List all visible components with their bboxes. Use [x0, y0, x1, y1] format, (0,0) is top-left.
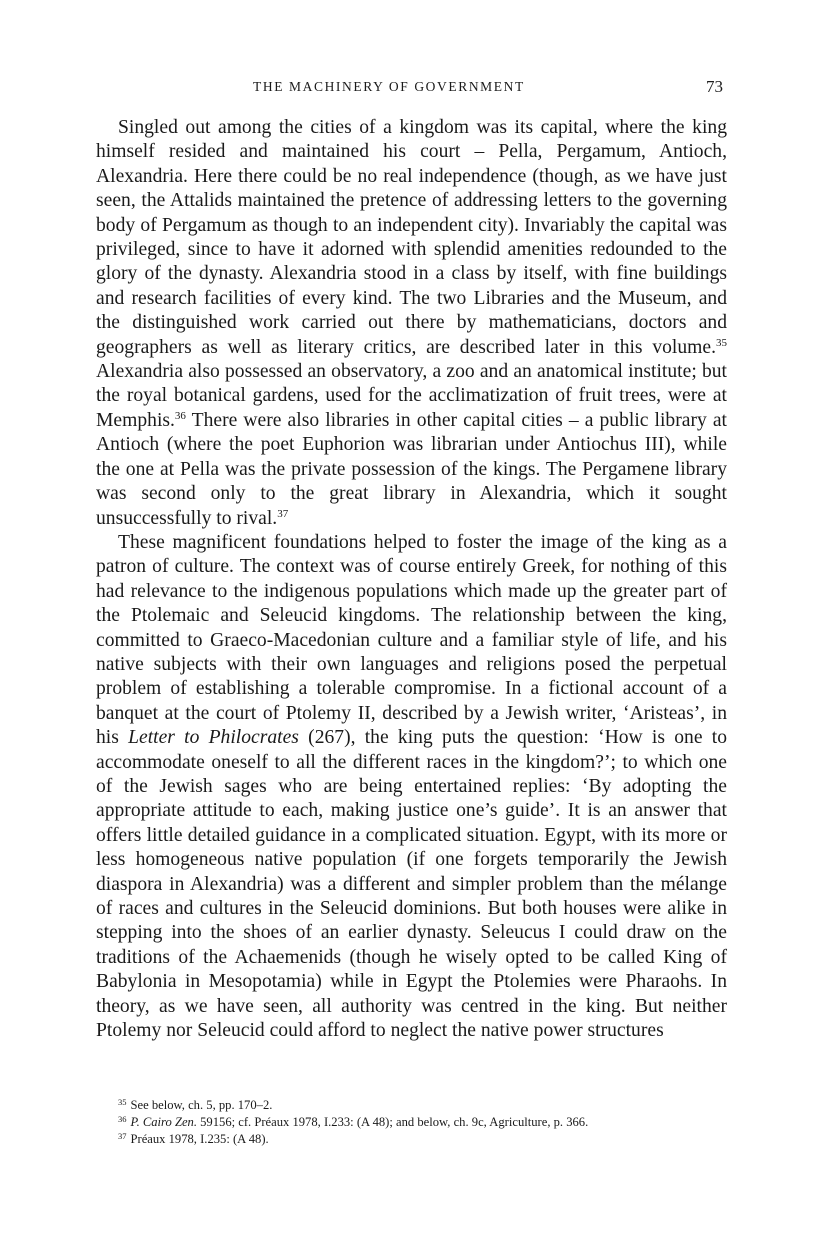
footnote-ref: 36 — [174, 409, 186, 422]
footnote-ref: 35 — [716, 336, 727, 349]
text-run: These magnificent foundations helped to foster the image of the king as a patron of culture. The context was of course entirely Greek, for nothing of this had relevance to the indigenous populations which made up the greater part of the Ptolemaic and Seleucid kingdoms. The relationship between the king, committed to Graeco-Macedonian culture and a familiar style of life, and his native subjects with their own languages and religions posed the perpetual problem of establishing a tolerable compromise. In a fictional account of a banquet at the court of Ptolemy II, described by a Jewish writer, ‘Aristeas’, in his — [96, 531, 727, 749]
page-number: 73 — [706, 77, 723, 96]
text-run: Préaux 1978, I.235: (A 48). — [130, 1131, 269, 1146]
body-text — [96, 116, 727, 1043]
text-run: Alexandria also possessed an observatory, a zoo and an anatomical institute; but the royal botanical gardens, used for the acclimatization of fruit trees, were at Memphis. — [96, 361, 727, 431]
text-run: There were also libraries in other capital cities – a public library at Antioch (where the poet Euphorion was librarian under Antiochus III), while the one at Pella was the private possession of the kings. The Pergamene library was second only to the great library in Alexandria, which it sought unsuccessfully to rival. — [96, 409, 727, 529]
footnotes — [96, 1097, 756, 1147]
footnote-number: 37 — [118, 1130, 127, 1141]
paragraph — [96, 116, 727, 531]
footnote — [96, 1114, 756, 1131]
text-run: 59156; cf. Préaux 1978, I.233: (A 48); and below, ch. 9c, Agriculture, p. 366. — [196, 1114, 589, 1129]
page-header — [0, 79, 822, 103]
text-run: See below, ch. 5, pp. 170–2. — [130, 1098, 273, 1112]
footnote-number: 36 — [118, 1113, 127, 1124]
footnote — [96, 1097, 756, 1114]
italic-title: Letter to Philocrates — [128, 727, 299, 749]
italic-title: P. Cairo Zen. — [130, 1114, 197, 1129]
footnote-ref: 37 — [277, 507, 289, 520]
paragraph — [96, 531, 727, 1044]
footnote — [96, 1131, 756, 1148]
running-head: THE MACHINERY OF GOVERNMENT — [253, 79, 525, 94]
footnote-number: 35 — [118, 1097, 127, 1107]
text-run: Singled out among the cities of a kingdom was its capital, where the king himself resided and maintained his court – Pella, Pergamum, Antioch, Alexandria. Here there could be no real independence (though, as we have just seen, the Attalids maintained the pretence of addressing letters to the governing body of Pergamum as though to an independent city). Invariably the capital was privileged, since to have it adorned with splendid amenities redounded to the glory of the dynasty. Alexandria stood in a class by itself, with fine buildings and research facilities of every kind. The two Libraries and the Museum, and the distinguished work carried out there by mathematicians, doctors and geographers as well as literary critics, are described later in this volume. — [96, 117, 727, 358]
text-run: (267), the king puts the question: ‘How is one to accommodate oneself to all the different races in the kingdom?’; to which one of the Jewish sages who are being entertained replies: ‘By adopting the appropriate attitude to each, making justice one’s guide’. It is an answer that offers little detailed guidance in a complicated situation. Egypt, with its more or less homogeneous native population (if one forgets temporarily the Jewish diaspora in Alexandria) was a different and simpler problem than the mélange of races and cultures in the Seleucid dominions. But both houses were alike in stepping into the shoes of an earlier dynasty. Seleucus I could draw on the traditions of the Achaemenids (though he wisely opted to be called King of Babylonia in Mesopotamia) while in Egypt the Ptolemies were Pharaohs. In theory, as we have seen, all authority was centred in the king. But neither Ptolemy nor Seleucid could afford to neglect the native power structures — [96, 727, 727, 1042]
